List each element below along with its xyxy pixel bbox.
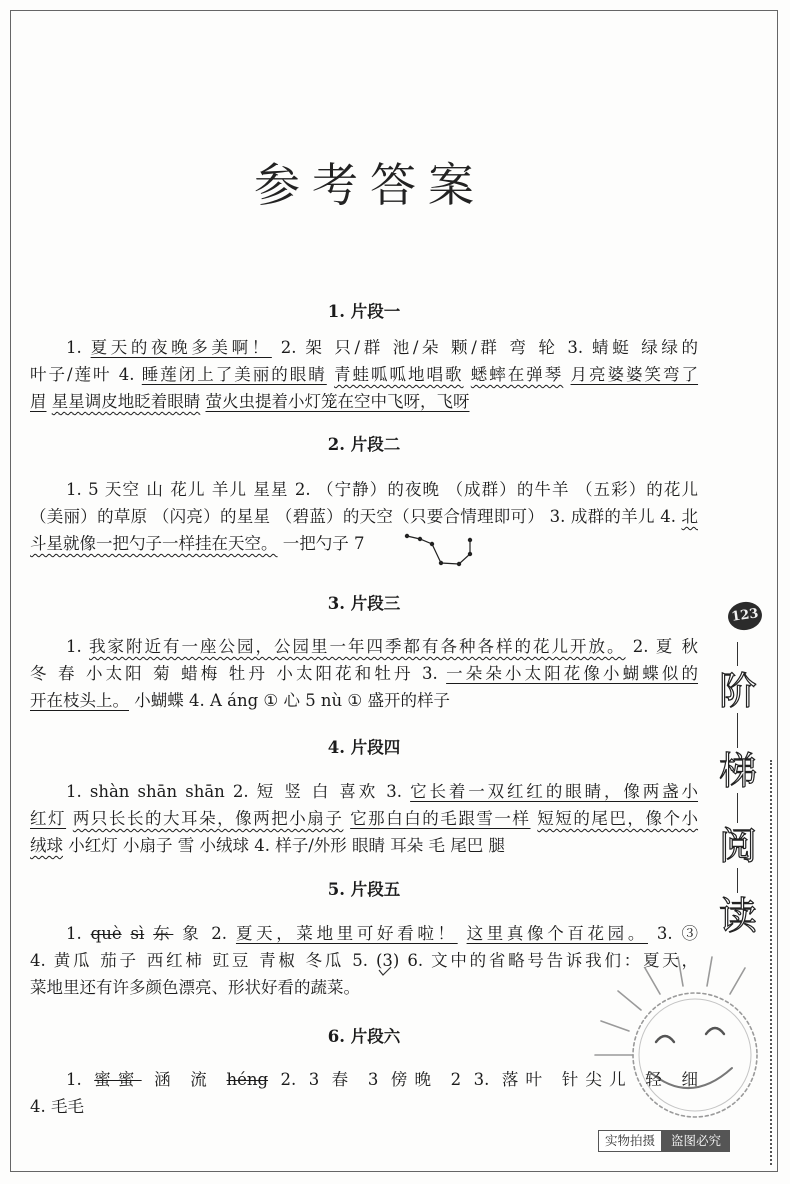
answer-text: 2. 夏 秋 (625, 637, 698, 656)
answer-text: 小红灯 小扇子 雪 小绒球 4. 样子/外形 眼睛 耳朵 毛 尾巴 腿 (63, 836, 505, 855)
underlined-answer: 这里真像个百花园。 (466, 924, 648, 943)
answer-text: 叶子/莲叶 4. (30, 365, 142, 384)
answer-text: 1. (66, 1070, 95, 1089)
text-line (30, 476, 698, 503)
big-dipper-diagram (404, 532, 476, 572)
section-heading: 2. 片段二 (327, 435, 401, 454)
struck-out-answer: 东 (153, 924, 174, 943)
answer-text: 1. (66, 637, 89, 656)
underlined-answer: 它长着一双红红的眼睛，像两盏小 (410, 782, 699, 801)
underlined-answer: 它那白白的毛跟雪一样 (350, 809, 531, 828)
answer-section (30, 300, 698, 415)
text-line (30, 778, 698, 805)
wavy-underlined-answer: 绒球 (30, 836, 63, 855)
answer-paragraph (30, 334, 698, 415)
answer-paragraph (30, 1066, 698, 1120)
section-heading: 5. 片段五 (327, 880, 401, 899)
struck-out-answer: sì (130, 924, 145, 943)
underlined-answer: 萤火虫提着小灯笼在空中飞呀，飞呀 (205, 392, 470, 411)
answer-text: 2. 架 只/群 池/朵 颗/群 弯 轮 3. 蜻蜓 绿绿的 (271, 338, 698, 357)
answer-text (66, 809, 73, 828)
answer-text: 菜地里还有许多颜色漂亮、形状好看的蔬菜。 (30, 978, 360, 997)
answer-text (464, 365, 471, 384)
answer-section (30, 878, 698, 1001)
struck-out-answer: héng (226, 1070, 269, 1089)
underlined-answer: 一朵朵小太阳花像小蝴蝶似的 (446, 664, 699, 683)
text-line (30, 805, 698, 832)
series-divider (737, 868, 738, 893)
answer-section (30, 1025, 698, 1120)
answer-text (327, 365, 334, 384)
answer-text (144, 924, 153, 943)
answer-paragraph (30, 476, 698, 557)
wavy-underlined-answer: 斗星就像一把勺子一样挂在天空。 (30, 534, 278, 553)
answer-text: 冬 春 小太阳 菊 蜡梅 牡丹 小太阳花和牡丹 3. (30, 664, 447, 683)
answer-paragraph (30, 920, 698, 1001)
underlined-answer: 开在枝头上。 (30, 691, 129, 710)
answer-text (122, 924, 131, 943)
dotted-margin-line (770, 760, 772, 1165)
series-divider (737, 642, 738, 666)
answer-section (30, 736, 698, 859)
answer-text (458, 924, 467, 943)
series-title-char: 梯 (718, 749, 757, 793)
answer-text: 1. shàn shān shān 2. 短 竖 白 喜欢 3. (66, 782, 411, 801)
text-line (30, 660, 698, 687)
watermark-badge: 实物拍摄 (598, 1130, 662, 1152)
struck-out-answer: 蜜蜜 (94, 1070, 142, 1089)
underlined-answer: 夏天的夜晚多美啊！ (90, 338, 272, 357)
answer-text (563, 365, 570, 384)
text-line (30, 1093, 698, 1120)
answer-text: 象 2. (173, 924, 236, 943)
text-line (30, 947, 698, 974)
wavy-underlined-answer: 我家附近有一座公园，公园里一年四季都有各种各样的花儿开放。 (89, 637, 626, 656)
text-line (30, 503, 698, 530)
underlined-answer: 夏天，菜地里可好看啦！ (235, 924, 458, 943)
answer-text: 1. (66, 338, 91, 357)
section-heading: 4. 片段四 (327, 738, 401, 757)
answer-text: 一把勺子 7 (277, 534, 365, 553)
text-line (30, 920, 698, 947)
check-mark (378, 966, 392, 976)
answer-paragraph (30, 633, 698, 714)
answer-text: 1. 5 天空 山 花儿 羊儿 星星 2. （宁静）的夜晚 （成群）的牛羊 （五彩）的花儿 (66, 480, 698, 499)
wavy-underlined-answer: 星星调皮地眨着眼睛 (51, 392, 201, 411)
wavy-underlined-answer: 青蛙呱呱地唱歌 (334, 365, 464, 384)
struck-out-answer: què (90, 924, 122, 943)
series-divider (737, 713, 738, 748)
text-line (30, 388, 698, 415)
answer-text: 2. 3 春 3 傍晚 2 3. 落叶 针尖儿 轻 细 (268, 1070, 698, 1089)
text-line (30, 334, 698, 361)
underlined-answer: 睡莲闭上了美丽的眼睛 (141, 365, 327, 384)
answer-text: 4. 毛毛 (30, 1097, 84, 1116)
text-line (30, 361, 698, 388)
text-line (30, 1066, 698, 1093)
wavy-underlined-answer: 蟋蟀在弹琴 (470, 365, 564, 384)
series-title-char: 读 (718, 894, 757, 938)
wavy-underlined-answer: 两只长长的大耳朵，像两把小扇子 (72, 809, 344, 828)
text-line (30, 687, 698, 714)
section-heading: 1. 片段一 (327, 302, 401, 321)
wavy-underlined-answer: 短短的尾巴，像个小 (537, 809, 699, 828)
series-divider (737, 793, 738, 823)
section-heading: 6. 片段六 (327, 1027, 401, 1046)
underlined-answer: 红灯 (30, 809, 67, 828)
text-line (30, 530, 698, 557)
answer-section (30, 433, 698, 557)
wavy-underlined-answer: 北 (681, 507, 698, 526)
answer-paragraph (30, 778, 698, 859)
answer-text: 4. 黄瓜 茄子 西红柿 豇豆 青椒 冬瓜 5. (3) 6. 文中的省略号告诉我们：夏天， (30, 951, 698, 970)
text-line (30, 974, 698, 1001)
answer-text: 小蝴蝶 4. A áng ① 心 5 nù ① 盛开的样子 (129, 691, 450, 710)
answer-section (30, 592, 698, 714)
series-title-char: 阅 (718, 824, 757, 868)
answer-text: 涵 流 (141, 1070, 227, 1089)
series-title-char: 阶 (718, 669, 757, 713)
watermark (598, 1130, 730, 1152)
answer-text: （美丽）的草原 （闪亮）的星星 （碧蓝）的天空（只要合情理即可） 3. 成群的羊儿 4. (30, 507, 682, 526)
text-line (30, 832, 698, 859)
underlined-answer: 月亮婆婆笑弯了 (570, 365, 699, 384)
page-number: 123 (730, 606, 760, 625)
text-line (30, 633, 698, 660)
section-heading: 3. 片段三 (327, 594, 401, 613)
answer-text: 1. (66, 924, 91, 943)
page-title: 参考答案 (254, 158, 486, 212)
answer-text: 3. ③ (647, 924, 699, 943)
watermark-notice: 盗图必究 (662, 1130, 730, 1152)
underlined-answer: 眉 (30, 392, 47, 411)
